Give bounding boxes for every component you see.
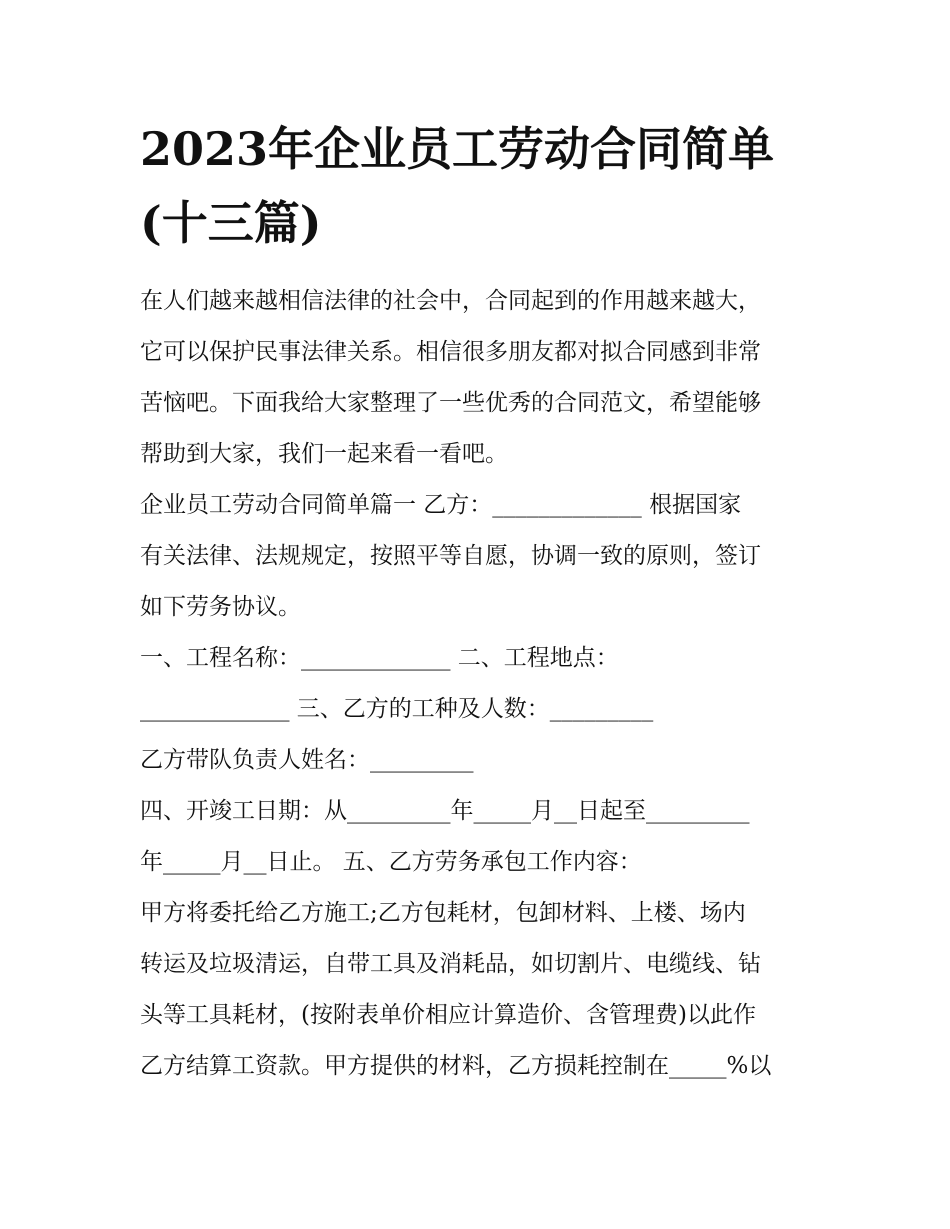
body-line: 四、开竣工日期：从_________年_____月__日起至_________ (140, 798, 750, 824)
body-line: 在人们越来越相信法律的社会中，合同起到的作用越来越大， (140, 288, 761, 314)
body-line: 年_____月__日止。 五、乙方劳务承包工作内容： (140, 849, 642, 875)
body-line: 如下劳务协议。 (140, 594, 301, 620)
body-line: 乙方结算工资款。甲方提供的材料，乙方损耗控制在_____%以 (140, 1053, 772, 1079)
document-title (140, 112, 830, 260)
body-line: 头等工具耗材，(按附表单价相应计算造价、含管理费)以此作 (140, 1002, 756, 1028)
body-line: 企业员工劳动合同简单篇一 乙方：_____________ 根据国家 (140, 492, 742, 518)
title-line-2: (十三篇) (140, 196, 322, 250)
title-line-1: 2023年企业员工劳动合同简单 (140, 122, 775, 176)
body-line: 苦恼吧。下面我给大家整理了一些优秀的合同范文，希望能够 (140, 390, 761, 416)
document-body (140, 276, 820, 1092)
body-line: 一、工程名称：_____________ 二、工程地点： (140, 645, 619, 671)
body-line: 转运及垃圾清运，自带工具及消耗品，如切割片、电缆线、钻 (140, 951, 761, 977)
body-line: 它可以保护民事法律关系。相信很多朋友都对拟合同感到非常 (140, 339, 761, 365)
body-line: _____________ 三、乙方的工种及人数：_________ (140, 696, 654, 722)
body-line: 有关法律、法规规定，按照平等自愿，协调一致的原则，签订 (140, 543, 761, 569)
body-line: 甲方将委托给乙方施工;乙方包耗材，包卸材料、上楼、场内 (140, 900, 746, 926)
body-line: 帮助到大家，我们一起来看一看吧。 (140, 441, 508, 467)
body-line: 乙方带队负责人姓名：_________ (140, 747, 474, 773)
